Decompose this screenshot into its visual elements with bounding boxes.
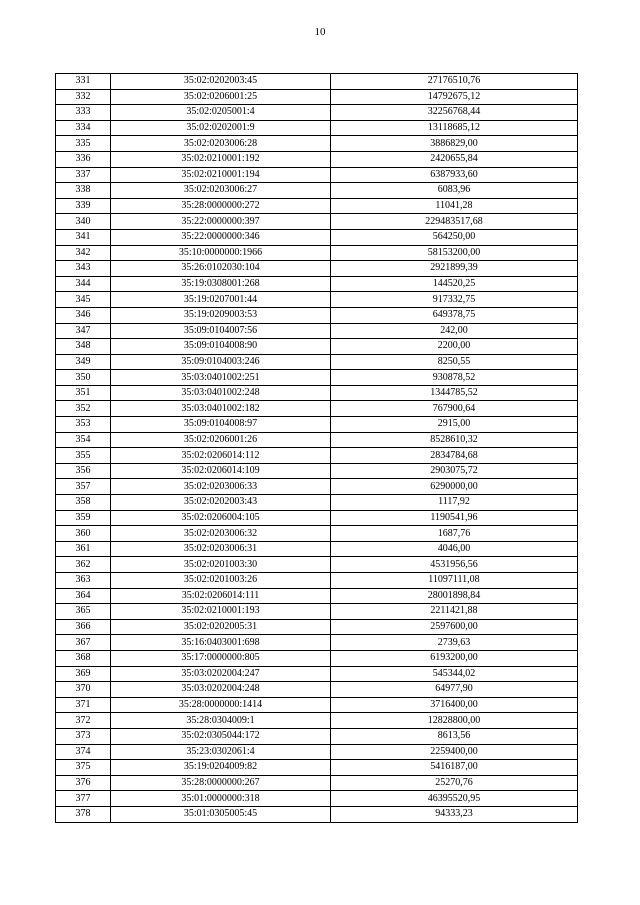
table-row [56, 604, 578, 620]
table-row [56, 479, 578, 495]
table-row [56, 775, 578, 791]
table-row [56, 791, 578, 807]
table-row [56, 744, 578, 760]
table-row [56, 682, 578, 698]
row-number-cell: 357 [56, 479, 111, 495]
table-row [56, 151, 578, 167]
table-body [56, 74, 578, 823]
row-number-cell: 365 [56, 604, 111, 620]
row-number-cell: 377 [56, 791, 111, 807]
value-cell: 2420655,84 [331, 151, 578, 167]
row-number-cell: 343 [56, 261, 111, 277]
row-number-cell: 371 [56, 697, 111, 713]
row-number-cell: 342 [56, 245, 111, 261]
cadastral-number-cell: 35:02:0201003:30 [111, 557, 331, 573]
table-row [56, 385, 578, 401]
row-number-cell: 338 [56, 183, 111, 199]
value-cell: 767900,64 [331, 401, 578, 417]
row-number-cell: 370 [56, 682, 111, 698]
row-number-cell: 346 [56, 307, 111, 323]
table-row [56, 557, 578, 573]
cadastral-number-cell: 35:02:0206004:105 [111, 510, 331, 526]
cadastral-number-cell: 35:26:0102030:104 [111, 261, 331, 277]
cadastral-number-cell: 35:02:0202003:45 [111, 74, 331, 90]
cadastral-value-table [55, 73, 578, 823]
cadastral-number-cell: 35:02:0206014:112 [111, 448, 331, 464]
row-number-cell: 351 [56, 385, 111, 401]
cadastral-number-cell: 35:02:0210001:192 [111, 151, 331, 167]
table-row [56, 463, 578, 479]
value-cell: 2921899,39 [331, 261, 578, 277]
row-number-cell: 339 [56, 198, 111, 214]
table-row [56, 401, 578, 417]
cadastral-number-cell: 35:09:0104003:246 [111, 354, 331, 370]
value-cell: 13118685,12 [331, 120, 578, 136]
value-cell: 229483517,68 [331, 214, 578, 230]
cadastral-number-cell: 35:23:0302061:4 [111, 744, 331, 760]
table-row [56, 666, 578, 682]
cadastral-number-cell: 35:02:0206014:111 [111, 588, 331, 604]
row-number-cell: 335 [56, 136, 111, 152]
cadastral-number-cell: 35:02:0206001:25 [111, 89, 331, 105]
row-number-cell: 332 [56, 89, 111, 105]
cadastral-number-cell: 35:02:0205001:4 [111, 105, 331, 121]
table-row [56, 167, 578, 183]
table-row [56, 526, 578, 542]
value-cell: 242,00 [331, 323, 578, 339]
table-row [56, 635, 578, 651]
table-row [56, 573, 578, 589]
cadastral-number-cell: 35:28:0000000:1414 [111, 697, 331, 713]
value-cell: 6083,96 [331, 183, 578, 199]
table-row [56, 370, 578, 386]
table-row [56, 417, 578, 433]
cadastral-number-cell: 35:01:0000000:318 [111, 791, 331, 807]
value-cell: 6290000,00 [331, 479, 578, 495]
cadastral-number-cell: 35:09:0104008:97 [111, 417, 331, 433]
table-row [56, 806, 578, 822]
row-number-cell: 368 [56, 650, 111, 666]
value-cell: 564250,00 [331, 229, 578, 245]
table-row [56, 214, 578, 230]
table-row [56, 120, 578, 136]
row-number-cell: 363 [56, 573, 111, 589]
row-number-cell: 333 [56, 105, 111, 121]
value-cell: 5416187,00 [331, 760, 578, 776]
value-cell: 2739,63 [331, 635, 578, 651]
cadastral-number-cell: 35:28:0000000:267 [111, 775, 331, 791]
cadastral-number-cell: 35:09:0104008:90 [111, 339, 331, 355]
value-cell: 144520,25 [331, 276, 578, 292]
table-row [56, 198, 578, 214]
table-row [56, 307, 578, 323]
table-row [56, 292, 578, 308]
value-cell: 930878,52 [331, 370, 578, 386]
table-row [56, 510, 578, 526]
row-number-cell: 375 [56, 760, 111, 776]
table-row [56, 760, 578, 776]
row-number-cell: 331 [56, 74, 111, 90]
row-number-cell: 367 [56, 635, 111, 651]
cadastral-number-cell: 35:02:0203006:31 [111, 541, 331, 557]
table-row [56, 713, 578, 729]
row-number-cell: 337 [56, 167, 111, 183]
cadastral-number-cell: 35:02:0201003:26 [111, 573, 331, 589]
row-number-cell: 352 [56, 401, 111, 417]
value-cell: 11041,28 [331, 198, 578, 214]
value-cell: 27176510,76 [331, 74, 578, 90]
cadastral-number-cell: 35:02:0305044:172 [111, 728, 331, 744]
cadastral-number-cell: 35:19:0209003:53 [111, 307, 331, 323]
cadastral-number-cell: 35:22:0000000:397 [111, 214, 331, 230]
value-cell: 8613,56 [331, 728, 578, 744]
value-cell: 58153200,00 [331, 245, 578, 261]
row-number-cell: 366 [56, 619, 111, 635]
table-row [56, 261, 578, 277]
value-cell: 1117,92 [331, 495, 578, 511]
row-number-cell: 360 [56, 526, 111, 542]
row-number-cell: 336 [56, 151, 111, 167]
cadastral-number-cell: 35:02:0202003:43 [111, 495, 331, 511]
row-number-cell: 344 [56, 276, 111, 292]
cadastral-number-cell: 35:01:0305005:45 [111, 806, 331, 822]
table-row [56, 697, 578, 713]
value-cell: 2211421,88 [331, 604, 578, 620]
value-cell: 64977,90 [331, 682, 578, 698]
value-cell: 2259400,00 [331, 744, 578, 760]
row-number-cell: 345 [56, 292, 111, 308]
table-row [56, 323, 578, 339]
row-number-cell: 349 [56, 354, 111, 370]
value-cell: 917332,75 [331, 292, 578, 308]
value-cell: 28001898,84 [331, 588, 578, 604]
value-cell: 12828800,00 [331, 713, 578, 729]
row-number-cell: 361 [56, 541, 111, 557]
value-cell: 1687,76 [331, 526, 578, 542]
value-cell: 32256768,44 [331, 105, 578, 121]
value-cell: 25270,76 [331, 775, 578, 791]
cadastral-number-cell: 35:17:0000000:805 [111, 650, 331, 666]
value-cell: 545344,02 [331, 666, 578, 682]
cadastral-number-cell: 35:16:0403001:698 [111, 635, 331, 651]
row-number-cell: 374 [56, 744, 111, 760]
table-row [56, 432, 578, 448]
table-row [56, 728, 578, 744]
row-number-cell: 369 [56, 666, 111, 682]
row-number-cell: 362 [56, 557, 111, 573]
cadastral-number-cell: 35:28:0000000:272 [111, 198, 331, 214]
cadastral-number-cell: 35:02:0206001:26 [111, 432, 331, 448]
cadastral-number-cell: 35:02:0202005:31 [111, 619, 331, 635]
row-number-cell: 334 [56, 120, 111, 136]
row-number-cell: 354 [56, 432, 111, 448]
value-cell: 1344785,52 [331, 385, 578, 401]
value-cell: 4046,00 [331, 541, 578, 557]
value-cell: 3716400,00 [331, 697, 578, 713]
value-cell: 6193200,00 [331, 650, 578, 666]
cadastral-number-cell: 35:02:0202001:9 [111, 120, 331, 136]
value-cell: 14792675,12 [331, 89, 578, 105]
table-row [56, 74, 578, 90]
table-row [56, 650, 578, 666]
row-number-cell: 356 [56, 463, 111, 479]
row-number-cell: 359 [56, 510, 111, 526]
value-cell: 8250,55 [331, 354, 578, 370]
cadastral-number-cell: 35:02:0210001:194 [111, 167, 331, 183]
cadastral-number-cell: 35:03:0401002:251 [111, 370, 331, 386]
value-cell: 2834784,68 [331, 448, 578, 464]
value-cell: 8528610,32 [331, 432, 578, 448]
value-cell: 2903075,72 [331, 463, 578, 479]
page-number: 10 [314, 26, 326, 38]
table-row [56, 276, 578, 292]
row-number-cell: 347 [56, 323, 111, 339]
cadastral-number-cell: 35:02:0203006:32 [111, 526, 331, 542]
table-row [56, 229, 578, 245]
value-cell: 11097111,08 [331, 573, 578, 589]
cadastral-number-cell: 35:02:0203006:28 [111, 136, 331, 152]
row-number-cell: 355 [56, 448, 111, 464]
cadastral-number-cell: 35:02:0203006:33 [111, 479, 331, 495]
cadastral-number-cell: 35:03:0202004:248 [111, 682, 331, 698]
value-cell: 2915,00 [331, 417, 578, 433]
table-row [56, 339, 578, 355]
cadastral-number-cell: 35:03:0202004:247 [111, 666, 331, 682]
table-row [56, 588, 578, 604]
table-row [56, 183, 578, 199]
cadastral-number-cell: 35:28:0304009:1 [111, 713, 331, 729]
cadastral-number-cell: 35:02:0203006:27 [111, 183, 331, 199]
value-cell: 3886829,00 [331, 136, 578, 152]
value-cell: 649378,75 [331, 307, 578, 323]
cadastral-number-cell: 35:03:0401002:182 [111, 401, 331, 417]
table-row [56, 354, 578, 370]
row-number-cell: 378 [56, 806, 111, 822]
row-number-cell: 372 [56, 713, 111, 729]
cadastral-number-cell: 35:02:0210001:193 [111, 604, 331, 620]
table-row [56, 105, 578, 121]
cadastral-number-cell: 35:10:0000000:1966 [111, 245, 331, 261]
row-number-cell: 358 [56, 495, 111, 511]
row-number-cell: 341 [56, 229, 111, 245]
row-number-cell: 364 [56, 588, 111, 604]
table-row [56, 541, 578, 557]
table-row [56, 448, 578, 464]
row-number-cell: 373 [56, 728, 111, 744]
table-row [56, 245, 578, 261]
cadastral-number-cell: 35:22:0000000:346 [111, 229, 331, 245]
cadastral-number-cell: 35:03:0401002:248 [111, 385, 331, 401]
row-number-cell: 353 [56, 417, 111, 433]
cadastral-number-cell: 35:19:0204009:82 [111, 760, 331, 776]
value-cell: 94333,23 [331, 806, 578, 822]
cadastral-number-cell: 35:19:0207001:44 [111, 292, 331, 308]
row-number-cell: 340 [56, 214, 111, 230]
table-row [56, 136, 578, 152]
cadastral-number-cell: 35:09:0104007:56 [111, 323, 331, 339]
row-number-cell: 348 [56, 339, 111, 355]
table-row [56, 495, 578, 511]
value-cell: 4531956,56 [331, 557, 578, 573]
cadastral-number-cell: 35:19:0308001:268 [111, 276, 331, 292]
value-cell: 6387933,60 [331, 167, 578, 183]
value-cell: 2597600,00 [331, 619, 578, 635]
table-row [56, 619, 578, 635]
value-cell: 1190541,96 [331, 510, 578, 526]
cadastral-number-cell: 35:02:0206014:109 [111, 463, 331, 479]
table-row [56, 89, 578, 105]
value-cell: 46395520,95 [331, 791, 578, 807]
row-number-cell: 376 [56, 775, 111, 791]
row-number-cell: 350 [56, 370, 111, 386]
value-cell: 2200,00 [331, 339, 578, 355]
